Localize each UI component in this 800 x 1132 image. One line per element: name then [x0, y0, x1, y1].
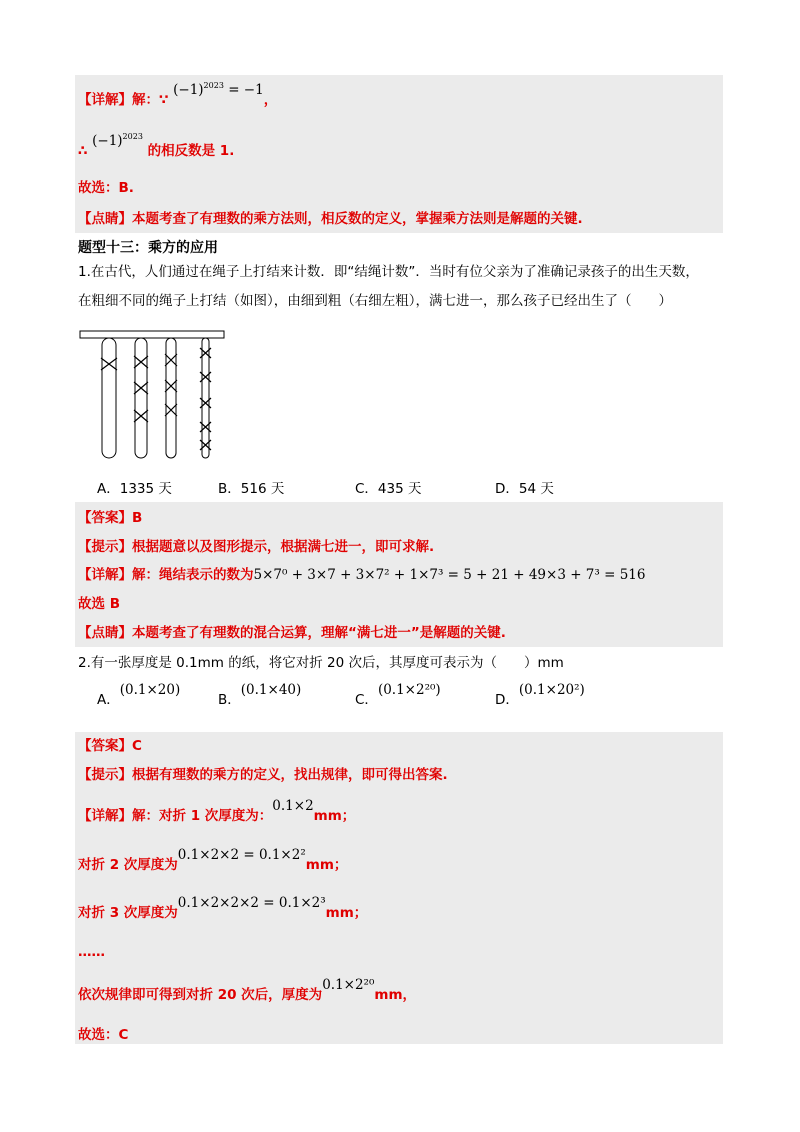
option-a[interactable]: A．1335 天 [97, 481, 172, 497]
choice-line: 故选：B. [78, 180, 134, 196]
section-title: 题型十三：乘方的应用 [78, 240, 218, 256]
comment-line: 【点睛】本题考查了有理数的混合运算，理解“满七进一”是解题的关键. [78, 625, 506, 641]
ellipsis-line: …… [78, 944, 105, 960]
answer-line: 【答案】C [78, 738, 142, 754]
detail-line: 【详解】解：对折 1 次厚度为：0.1×2mm； [78, 798, 356, 824]
rope-1 [102, 338, 116, 458]
math-expression: 0.1×2 [272, 798, 314, 814]
comment-line: 【点睛】本题考查了有理数的乘方法则，相反数的定义，掌握乘方法则是解题的关键. [78, 211, 583, 227]
math-expression: (0.1×20²) [518, 682, 585, 698]
question-1-stem-cont: 在粗细不同的绳子上打结（如图），由细到粗（右细左粗），满七进一，那么孩子已经出生了（ ） [78, 293, 672, 309]
option-d[interactable]: D．54 天 [495, 481, 554, 497]
hanging-bar [80, 331, 224, 338]
math-expression: (0.1×20) [119, 682, 181, 698]
knotted-ropes-figure [78, 328, 228, 463]
option-c[interactable]: C．(0.1×2²⁰) [355, 682, 441, 708]
option-d[interactable]: D．(0.1×20²) [495, 682, 585, 708]
hint-line: 【提示】根据有理数的乘方的定义，找出规律，即可得出答案. [78, 767, 448, 783]
math-expression: 0.1×2×2×2 = 0.1×2³ [177, 895, 326, 911]
math-expression: (0.1×40) [240, 682, 302, 698]
math-expression: 5×7⁰ + 3×7 + 3×7² + 1×7³ = 5 + 21 + 49×3 + 7³ = 516 [253, 567, 646, 583]
rope-2 [135, 338, 147, 458]
math-expression: $(-1)^{2023}$ [92, 132, 143, 149]
question-2-stem: 2.有一张厚度是 0.1mm 的纸，将它对折 20 次后，其厚度可表示为（ ）mm [78, 655, 564, 671]
option-a[interactable]: A．(0.1×20) [97, 682, 181, 708]
math-expression: $(-1)^{2023} = -1$ [173, 81, 264, 98]
choice-line: 故选：C [78, 1027, 129, 1043]
detail-line: 【详解】解：∵ $(-1)^{2023} = -1$， [78, 81, 278, 108]
detail-step-3: 对折 3 次厚度为0.1×2×2×2 = 0.1×2³mm； [78, 895, 368, 921]
option-c[interactable]: C．435 天 [355, 481, 422, 497]
detail-step-20: 依次规律即可得到对折 20 次后，厚度为0.1×2²⁰mm， [78, 977, 417, 1003]
option-b[interactable]: B．(0.1×40) [218, 682, 302, 708]
detail-line: 【详解】解：绳结表示的数为5×7⁰ + 3×7 + 3×7² + 1×7³ = 5 + 21 + 49×3 + 7³ = 516 [78, 567, 646, 583]
math-expression: (0.1×2²⁰) [377, 682, 441, 698]
therefore-line: ∴ $(-1)^{2023}$ 的相反数是 1. [78, 132, 235, 159]
hint-line: 【提示】根据题意以及图形提示，根据满七进一，即可求解. [78, 539, 435, 555]
question-1-stem: 1.在古代，人们通过在绳子上打结来计数．即“结绳计数”．当时有位父亲为了准确记录孩子的出生天数， [78, 264, 699, 280]
answer-line: 【答案】B [78, 510, 143, 526]
knot-marks [101, 348, 211, 450]
choice-line: 故选 B [78, 596, 120, 612]
detail-step-2: 对折 2 次厚度为0.1×2×2 = 0.1×2²mm； [78, 847, 348, 873]
math-expression: 0.1×2²⁰ [322, 977, 375, 993]
option-b[interactable]: B．516 天 [218, 481, 285, 497]
math-expression: 0.1×2×2 = 0.1×2² [177, 847, 306, 863]
